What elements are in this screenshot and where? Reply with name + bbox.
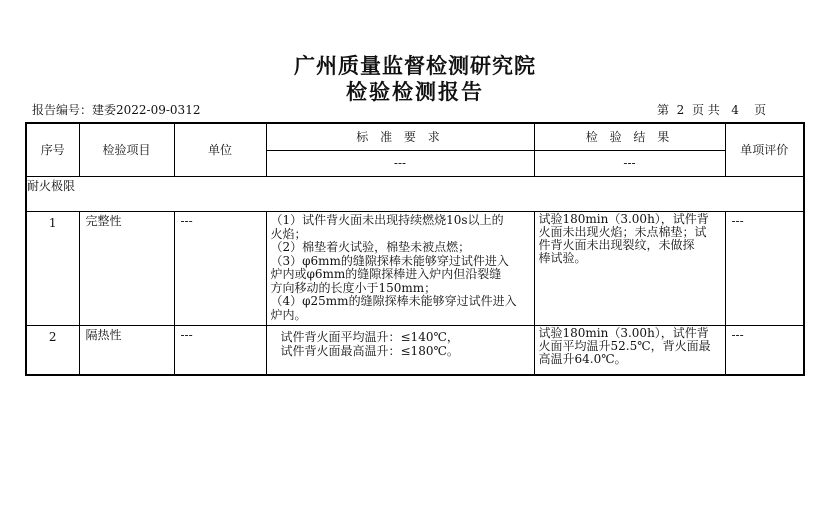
result-line: 试验180min（3.00h），试件背 [538,326,709,341]
row-seq: 1 [26,212,79,326]
institute-name: 广州质量监督检测研究院 [294,54,536,78]
page-suffix: 页 [754,103,767,117]
row-standard [266,326,534,375]
row-evaluation: --- [725,326,804,375]
page-total: 4 [731,103,739,117]
standard-line: 方向移动的长度小于150mm； [270,280,437,295]
table-row [26,326,804,375]
inspection-table [25,122,805,376]
standard-line: 试件背火面平均温升：≤140℃， [280,330,459,345]
table-row [26,212,804,326]
header-evaluation: 单项评价 [725,123,804,176]
standard-line: （1）试件背火面未出现持续燃烧10s以上的 [270,213,504,228]
header-result-sub: --- [534,150,725,176]
row-unit: --- [174,212,266,326]
result-line: 件背火面未出现裂纹，未做探 [538,238,695,253]
report-title: 检验检测报告 [346,80,484,104]
standard-line: 炉内。 [270,307,307,322]
page-current: 2 [676,103,685,117]
result-line: 火面平均温升52.5℃，背火面最 [538,339,711,354]
result-line: 试验180min（3.00h），试件背 [538,212,709,227]
standard-line: （4）φ25mm的缝隙探棒未能够穿过试件进入 [270,294,517,309]
header-unit: 单位 [174,123,266,176]
header-standard: 标 准 要 求 [266,123,534,150]
section-title: 耐火极限 [26,176,804,211]
result-line: 棒试验。 [538,251,587,266]
header-seq: 序号 [26,123,79,176]
page-info [657,101,766,118]
row-result [534,326,725,375]
standard-line: 试件背火面最高温升：≤180℃。 [280,343,459,358]
row-evaluation: --- [725,212,804,326]
row-unit: --- [174,326,266,375]
header-item: 检验项目 [79,123,174,176]
result-line: 高温升64.0℃。 [538,352,627,367]
row-standard [266,212,534,326]
row-item: 隔热性 [79,326,174,375]
header-result: 检 验 结 果 [534,123,725,150]
standard-line: 炉内或φ6mm的缝隙探棒进入炉内但沿裂缝 [270,267,502,282]
standard-line: （2）棉垫着火试验，棉垫未被点燃； [270,240,471,255]
row-item: 完整性 [79,212,174,326]
result-line: 火面未出现火焰；未点棉垫；试 [538,225,707,240]
row-seq: 2 [26,326,79,375]
standard-line: 火焰； [270,226,307,241]
header-standard-sub: --- [266,150,534,176]
row-result [534,212,725,326]
report-number: 报告编号：建委2022-09-0312 [32,103,201,117]
standard-line: （3）φ6mm的缝隙探棒未能够穿过试件进入 [270,253,509,268]
page-prefix: 第 [657,103,670,117]
page-mid: 页 共 [691,103,720,117]
